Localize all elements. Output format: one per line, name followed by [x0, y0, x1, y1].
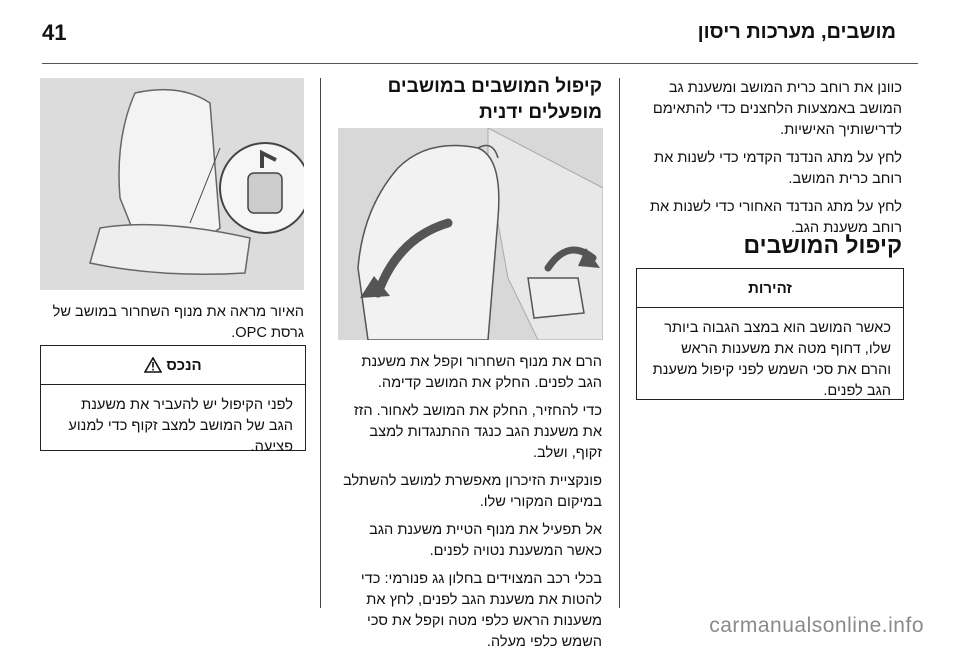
warning-triangle-icon [144, 357, 162, 373]
right-column-text [636, 78, 902, 246]
caution-box-heading [41, 346, 305, 385]
figure-caption: האיור מראה את מנוף השחרור במושב של גרסת OPC. [52, 304, 304, 341]
section-heading-manual-seats: קיפול המושבים במושבים מופעלים ידנית [387, 76, 602, 123]
column-divider-right [619, 78, 620, 608]
paragraph: הרם את מנוף השחרור וקפל את משענת הגב לפנים. החלק את המושב קדימה. [361, 354, 602, 391]
paragraph: אל תפעיל את מנוף הטיית משענת הגב כאשר המשענת נטויה לפנים. [369, 522, 602, 559]
warning-box-text: כאשר המושב הוא במצב הגבוה ביותר שלו, דחוף מטה את משענות הראש והרם את סכי השמש לפני קיפול משענת הגב לפנים. [652, 320, 891, 399]
warning-box-heading: זהירות [637, 269, 903, 308]
middle-column-text [336, 352, 602, 660]
opc-seat-drawing [40, 78, 304, 290]
caution-box-text: לפני הקיפול יש להעביר את משענת הגב של המושב למצב זקוף כדי למנוע פציעה. [68, 397, 293, 455]
page-title: מושבים, מערכות ריסון [697, 21, 896, 43]
page-number: 41 [42, 20, 67, 45]
caution-heading-label: הנכס [166, 356, 202, 374]
header-divider [42, 63, 918, 64]
section-heading-folding-seats: קיפול המושבים [743, 232, 902, 258]
seat-folding-illustration [338, 128, 603, 340]
paragraph: לחץ על מתג הנדנד הקדמי כדי לשנות את רוחב כרית המושב. [654, 150, 902, 187]
opc-seat-illustration [40, 78, 304, 290]
warning-box [636, 268, 904, 400]
seat-fold-drawing [338, 128, 603, 340]
column-divider-left [320, 78, 321, 608]
paragraph: פונקציית הזיכרון מאפשרת למושב להשתלב במיקום המקורי שלו. [343, 473, 602, 510]
watermark: carmanualsonline.info [709, 614, 924, 637]
paragraph: לחץ על מתג הנדנד האחורי כדי לשנות את רוחב משענת הגב. [649, 199, 902, 236]
caution-box [40, 345, 306, 455]
paragraph: כוונן את רוחב כרית המושב ומשענת גב המושב באמצעות הלחצנים כדי להתאימם לדרישותיך האישיות. [652, 80, 902, 138]
paragraph: בכלי רכב המצוידים בחלון גג פנורמי: כדי להטות את משענת הגב לפנים, לחץ את משענות הראש כלפי מטה וקפל את סכי השמש כלפי מעלה. [360, 571, 602, 650]
paragraph: כדי להחזיר, החלק את המושב לאחור. הזז את משענת הגב כנגד ההתנגדות למצב זקוף, ושלב. [353, 403, 602, 461]
